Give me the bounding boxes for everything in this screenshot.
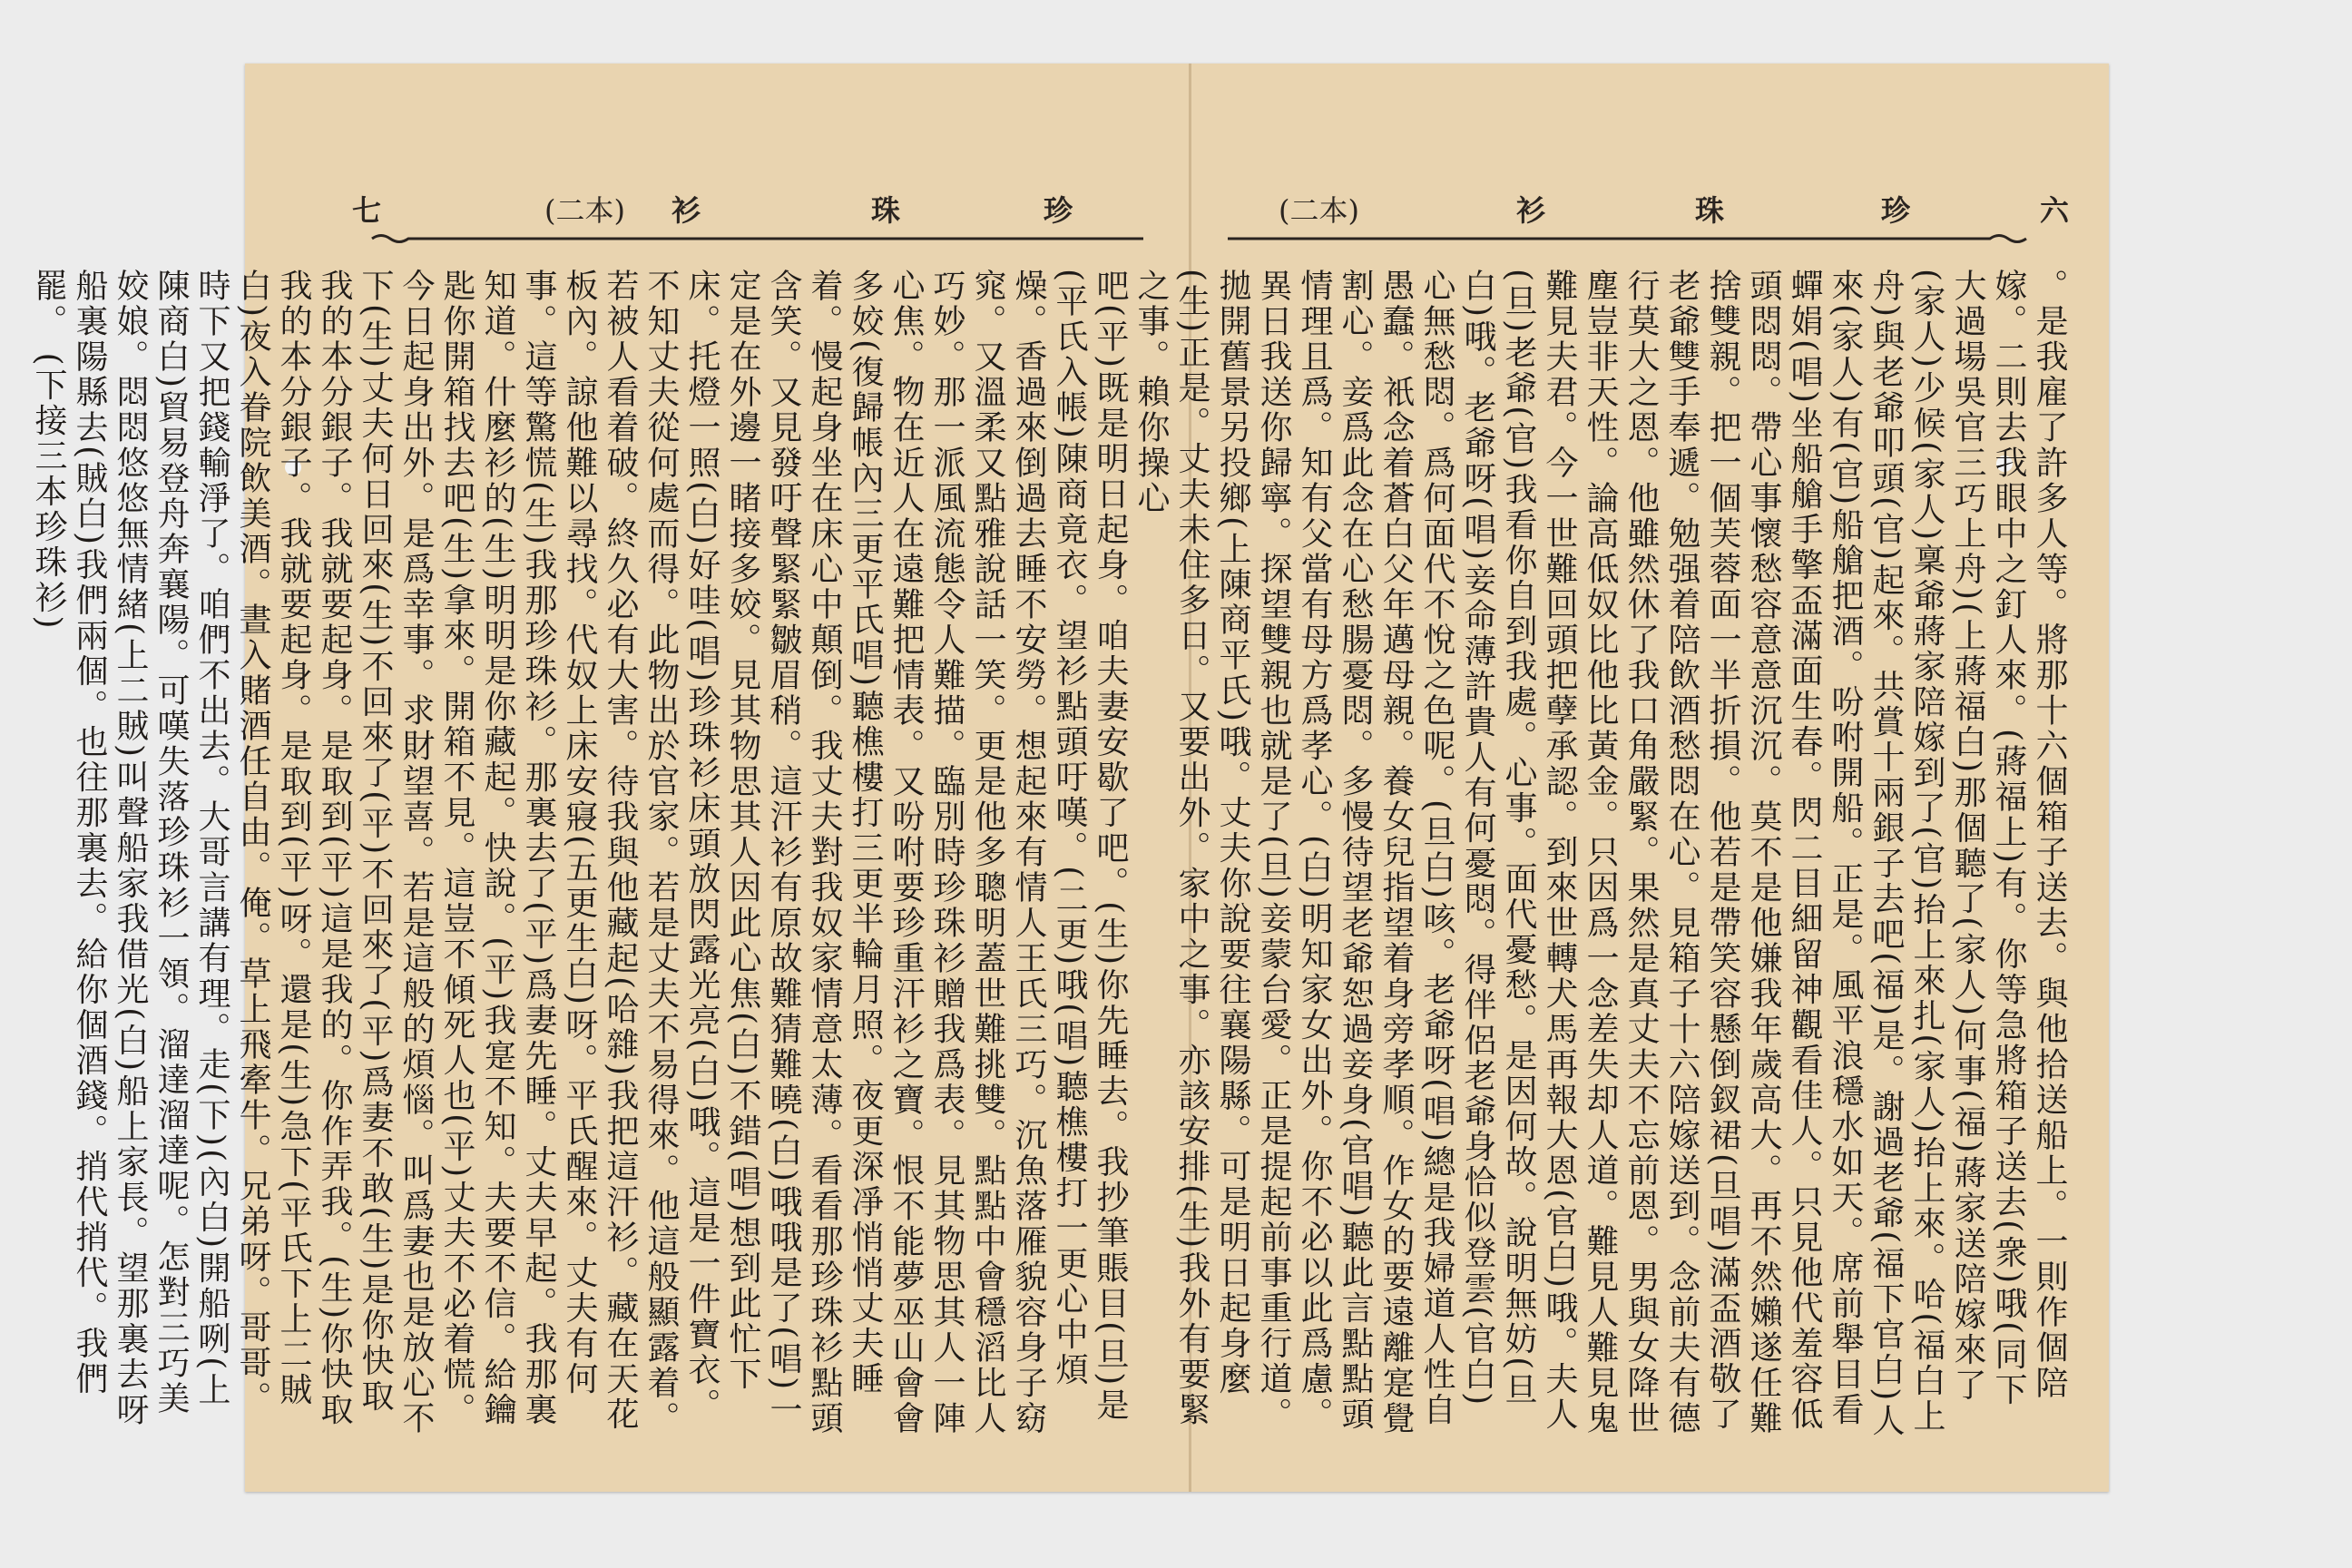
- left-page-header: [245, 183, 1189, 238]
- volume-label: (二本): [544, 193, 625, 228]
- left-page: [30, 64, 1189, 1492]
- left-page-text: [30, 269, 1131, 1439]
- volume-label: (二本): [1279, 193, 1359, 228]
- title-char: 衫: [671, 193, 701, 228]
- continuation-note: (下接三本珍珠衫): [30, 352, 67, 632]
- header-wavy-rule: [1191, 232, 2109, 245]
- script-text: 吧(平)既是明日起身。咱夫妻安歇了吧。(生)你先睡去。我抄筆賬目(旦)是(平氏入帳)陳商竟衣。望衫點頭吁嘆。(二更)哦(唱)聽樵樓打一更心中煩燥。香過來倒過去睡不安勞。想起來有情人王氏三巧。沉魚落雁貌容身子窈窕。又溫柔又點雅說話一笑。更是他多聰明蓋世難挑雙。點點中會穩滔比人巧妙。那一派風流態令人難描。臨別時珍珠衫贈我爲表。見其物思其人一陣心焦。物在近人在遠難把情表。又吩咐要珍重汗衫之寶。恨不能夢巫山會會多姣(復歸帳內三更平氏唱)聽樵樓打三更半輪月照。夜更深凈悄悄丈夫睡着。慢起身坐在床心中顛倒。我丈夫對我奴家情意太薄。看看那珍珠衫點頭含笑。又見發吁聲緊緊皺眉稍。這汗衫有原故難猜難曉(白)哦哦是了(唱)一定是在外邊一睹接多姣。見其物思其人因此心焦(白)不錯(唱)想到此忙下床。托燈一照(白)好哇(唱)珍珠衫床頭放閃露光亮(白)哦。這是一件寶衣。不知丈夫從何處而得。此物出於官家。若是丈夫不易得來。他這般顯露着。若被人看着破。終久必有大害。待我與他藏起(哈雜)我把這汗衫。藏在天花板內。諒他難以尋找。代奴上床安寢(五更生白)呀。平氏醒來。丈夫有何事。這等驚慌(生)我那珍珠衫。那裏去了(平)爲妻先睡。丈夫早起。我那裏知道。什麼衫的(生)明明是你藏起。快說。(平)我寔不知。夫要不信。給鑰匙你開箱找去吧(生)拿來。開箱不見。這豈不傾死人也(平)丈夫不必着慌。今日起身出外。是爲幸事。求財望喜。若是這般的煩惱。叫爲妻也是放心不下(生)丈夫何日回來(生)不回來了(平)不回來了(平)爲妻不敢(生)是你快取我的本分銀子。我就要起身。是取到(平)這是我的。你作弄我。(生)你快取我的本分銀子。我就要起身。是取到(平)呀。還是(生)急下(平氏下上二賊白)夜入眷院飲美酒。晝入賭酒任自由。俺。草上飛牽牛。兄弟呀。哥哥。時下又把錢輸淨了。咱們不出去。大哥言講有理。走(下)(內白)開船咧(上陳商白)貿易登舟奔襄陽。可嘆失落珍珠衫一領。溜達溜達呢。怎對三巧美姣娘。悶悶悠悠無情緒(上二賊)叫聲船家我借光(白)船上家長。望那裏去呀船裏陽縣去(賊白)我們兩個。也往那裏去。給你個酒錢。捎代捎代。我們罷。: [30, 269, 1129, 1436]
- script-text: 。是我雇了許多人等。將那十六個箱子送去。與他拾送船上。一則作個陪嫁。二則去我眼中之釘人來。(蔣福上)有。你等急將箱子送去(衆)哦(同下大過場吳官三巧上舟)(上蔣福白)那個聽了(家人)何事(福)蔣家送陪嫁來了(家人)少候(家人)稟爺蔣家陪嫁到了(官)抬上來扎(家人)抬上來。哈(福白上舟)與老爺叩頭(官)起來。共賞十兩銀子去吧(福)是。謝過老爺(福下官白)人來(家人)有(官)船艙把酒。吩咐開船。正是。風平浪穩水如天。席前舉目看蟬娟(唱)坐船艙手擎盃滿面生春。閃二目細留神觀看佳人。只見他代羞容低頭悶悶。帶心事懷愁容意意沉沉。莫不是他嫌我年歲高大。再不然嬾遂任難捨雙親。把一個芙蓉面一半折損。他若是帶笑容懸倒釵裙(旦唱)滿盃酒敬了老爺雙手奉遞。勉强着陪飲酒愁悶在心。見箱子十六陪嫁送到。念前夫有德行莫大之恩。他雖然休了我口角嚴緊。果然是真丈夫不忘前恩。男與女降世塵豈非天性。論高低奴比他比黃金。只因爲一念差失却人道。難見人難見鬼難見夫君。今一世難回頭把孽承認。到來世轉犬馬再報大恩(官白)哦。夫人(旦)老爺(官)我看你自到我處。心事。面代憂愁。是因何故。說明無妨(旦白)哦。老爺呀(唱)妾命薄許貴人有何憂悶。得伴侶老爺身恰似登雲(官白)心無愁悶。爲何面代不悅之色呢。(旦白)咳。老爺呀(唱)總是我婦道人性自愚蠢。衹念着蒼白父年邁母親。養女兒指望着身旁孝順。作女的要遠離寔覺割心。妾爲此念在心愁腸憂悶。多慢待望老爺恕過妾身(官唱)聽此言點點頭情理且爲。知有父當有母方爲孝心。(白)明知家女出外。你不必以此爲慮。異日我送你歸寧。探望雙親也就是了(旦)妾蒙台愛。正是提起前事重行道。拋開舊景另投鄉(上陳商平氏)哦。丈夫你說要往襄陽縣。可是明日起身麼(生)正是。丈夫未住多日。又要出外。家中之事。亦該安排(生)我外有要緊之事。賴你操心: [1132, 269, 2068, 1439]
- right-page: [1132, 64, 2109, 1492]
- title-char: 珍: [1881, 193, 1911, 228]
- right-page-header: [1191, 183, 2109, 238]
- header-wavy-rule: [245, 232, 1189, 245]
- title-char: 珠: [871, 193, 901, 228]
- page-number: 六: [2040, 193, 2070, 228]
- right-page-text: [1132, 269, 2070, 1439]
- title-char: 珠: [1695, 193, 1725, 228]
- title-char: 衫: [1516, 193, 1546, 228]
- title-char: 珍: [1044, 193, 1073, 228]
- book-spread: [30, 64, 2109, 1492]
- page-number: 七: [352, 193, 382, 228]
